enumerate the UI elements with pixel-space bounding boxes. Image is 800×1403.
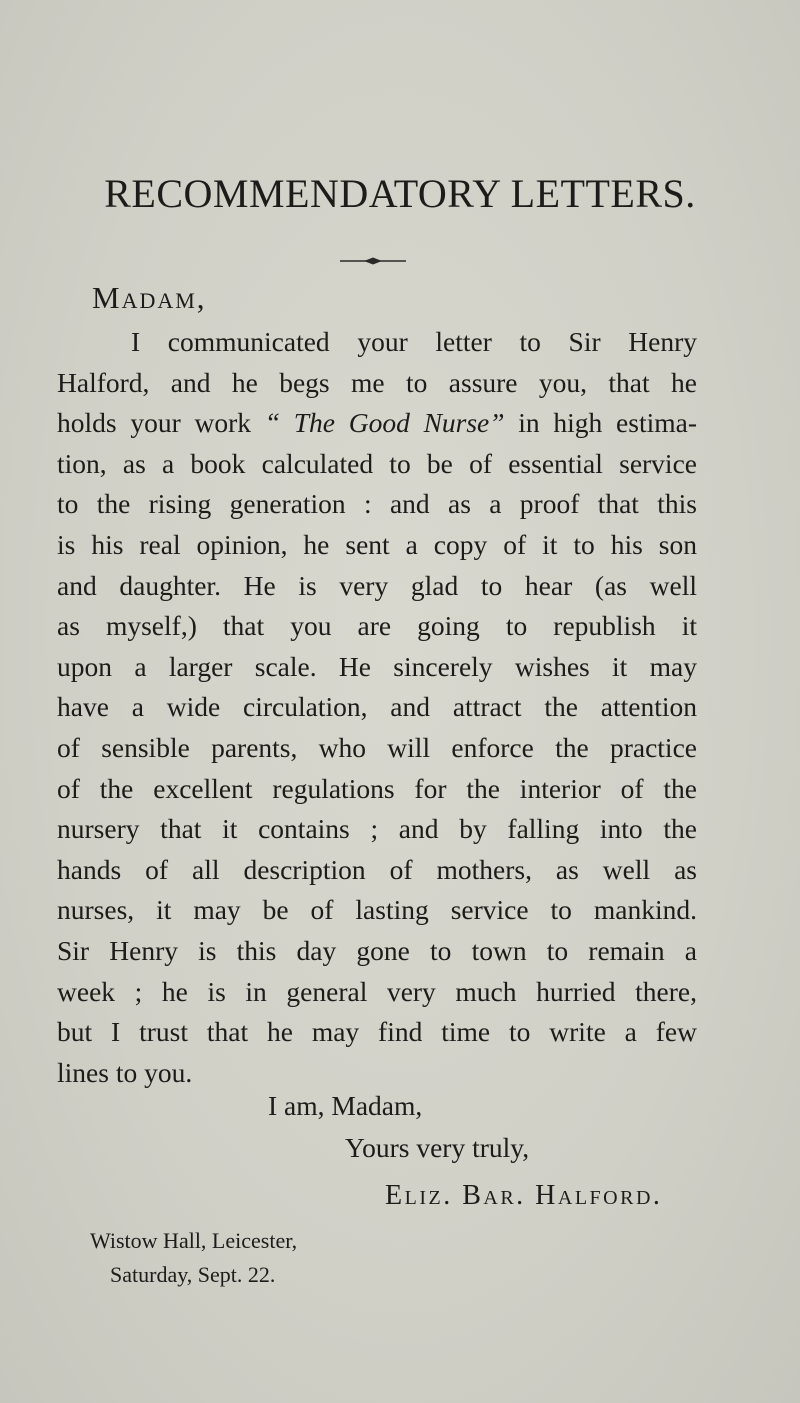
closing-line: Yours very truly, [345, 1132, 530, 1163]
letter-line: hands of all description of mothers, as well as [57, 853, 697, 885]
letter-line: upon a larger scale. He sincerely wishes it may [57, 650, 697, 682]
letter-line-with-title [57, 403, 697, 444]
letter-line-part: holds your work [57, 407, 251, 439]
letter-line: Halford, and he begs me to assure you, that he [57, 366, 697, 398]
letter-line: as myself,) that you are going to republish it [57, 610, 697, 642]
letter-line: have a wide circulation, and attract the attention [57, 691, 697, 723]
letter-line: week ; he is in general very much hurried there, [57, 975, 697, 1007]
page-heading: RECOMMENDATORY LETTERS. [104, 171, 696, 216]
letter-line: I communicated your letter to Sir Henry [131, 326, 697, 357]
ornament-divider-icon [340, 256, 406, 266]
book-title: “ The Good Nurse” [264, 407, 505, 439]
letter-line: nurses, it may be of lasting service to mankind. [57, 894, 697, 926]
letter-line-part: in high estima- [518, 407, 697, 439]
signature: Eliz. Bar. Halford. [385, 1180, 663, 1211]
letter-line: is his real opinion, he sent a copy of it to his son [57, 528, 697, 560]
letter-line: to the rising generation : and as a proof that this [57, 488, 697, 520]
letter-line: and daughter. He is very glad to hear (as well [57, 569, 697, 601]
letter-line: tion, as a book calculated to be of essential service [57, 447, 697, 479]
closing-line: I am, Madam, [268, 1090, 423, 1121]
letter-line: nursery that it contains ; and by falling into the [57, 813, 697, 845]
letter-line: Sir Henry is this day gone to town to remain a [57, 934, 697, 966]
letter-line: of the excellent regulations for the interior of the [57, 772, 697, 804]
salutation: Madam, [92, 280, 207, 315]
letter-line: but I trust that he may find time to write a few [57, 1016, 697, 1048]
date-line: Saturday, Sept. 22. [110, 1262, 276, 1287]
place-line: Wistow Hall, Leicester, [90, 1228, 298, 1253]
letter-line: lines to you. [57, 1056, 193, 1088]
letter-body [57, 322, 697, 1093]
letter-line: of sensible parents, who will enforce the practice [57, 731, 697, 763]
